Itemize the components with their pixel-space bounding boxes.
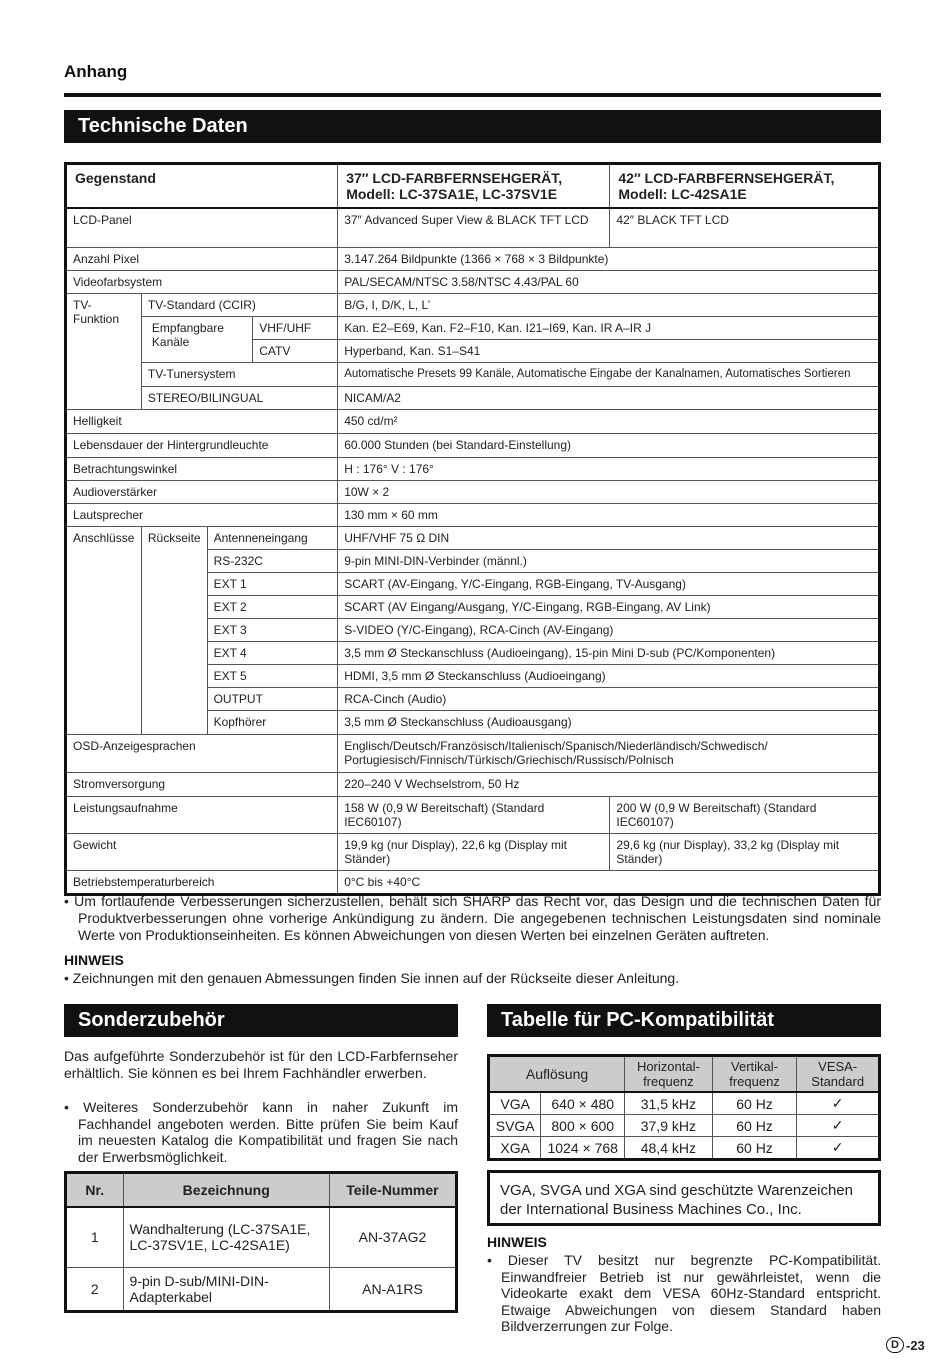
page-number — [886, 1337, 925, 1353]
cell: XGA — [489, 1137, 541, 1160]
row-label: RS-232C — [207, 549, 338, 572]
accessories-intro: Das aufgeführte Sonderzubehör ist für den LCD-Farbfernseher erhältlich. Sie können es bei Ihrem Fachhändler erwerben. — [64, 1048, 458, 1081]
table-row — [489, 1056, 880, 1093]
row-label: CATV — [253, 339, 338, 362]
cell: SCART (AV-Eingang, Y/C-Eingang, RGB-Eingang, TV-Ausgang) — [338, 572, 880, 595]
header-rule — [64, 93, 881, 97]
cell: 1 — [66, 1207, 124, 1267]
cell: SCART (AV Eingang/Ausgang, Y/C-Eingang, RGB-Eingang, AV Link) — [338, 595, 880, 618]
header-item: Gegenstand — [66, 164, 338, 209]
header-res: Auflösung — [489, 1056, 625, 1093]
row-label: EXT 4 — [207, 641, 338, 664]
row-label: Helligkeit — [66, 409, 338, 433]
row-label: Kopfhörer — [207, 710, 338, 734]
cell: 3,5 mm Ø Steckanschluss (Audioausgang) — [338, 710, 880, 734]
row-label: OUTPUT — [207, 687, 338, 710]
cell: Kan. E2–E69, Kan. F2–F10, Kan. I21–I69, Kan. IR A–IR J — [338, 316, 880, 339]
cell: 220–240 V Wechselstrom, 50 Hz — [338, 772, 880, 796]
row-label: Audioverstärker — [66, 480, 338, 503]
row-label: Rückseite — [141, 526, 207, 734]
hinweis-text: • Zeichnungen mit den genauen Abmessungen finden Sie innen auf der Rückseite dieser Anleitung. — [64, 970, 680, 986]
cell: RCA-Cinch (Audio) — [338, 687, 880, 710]
cell: 200 W (0,9 W Bereitschaft) (Standard IEC60107) — [610, 796, 880, 833]
cell: 60 Hz — [712, 1092, 797, 1115]
cell: 31,5 kHz — [625, 1092, 713, 1115]
language-badge: D — [886, 1337, 904, 1353]
pc-title: Tabelle für PC-Kompatibilität — [487, 1004, 881, 1037]
table-row — [66, 386, 880, 409]
table-row — [66, 796, 880, 833]
header-part: Teile-Nummer — [329, 1173, 456, 1208]
cell: Englisch/Deutsch/Französisch/Italienisch/Spanisch/Niederländisch/Schwedisch/ Portugiesisch/Finnisch/Türkisch/Griechisch/Russisch/Polnisch — [338, 734, 880, 772]
row-label: VHF/UHF — [253, 316, 338, 339]
row-label: Gewicht — [66, 833, 338, 870]
row-label: LCD-Panel — [66, 208, 338, 247]
cell: 450 cd/m² — [338, 409, 880, 433]
header-nr: Nr. — [66, 1173, 124, 1208]
cell: 48,4 kHz — [625, 1137, 713, 1160]
cell: 0°C bis +40°C — [338, 870, 880, 894]
row-label: Stromversorgung — [66, 772, 338, 796]
row-label: TV-Standard (CCIR) — [141, 293, 337, 316]
cell: 19,9 kg (nur Display), 22,6 kg (Display mit Ständer) — [338, 833, 610, 870]
cell: PAL/SECAM/NTSC 3.58/NTSC 4.43/PAL 60 — [338, 270, 880, 293]
header-vf: Vertikal-frequenz — [712, 1056, 797, 1093]
accessories-note: • Weiteres Sonderzubehör kann in naher Zukunft im Fachhandel angeboten werden. Bitte prüfen Sie beim Kauf im neuesten Katalog die Kompatibilität und fragen Sie nach der Erwerbsmöglichkeit. — [64, 1099, 458, 1165]
header-37: 37″ LCD-FARBFERNSEHGERÄT, Modell: LC-37SA1E, LC-37SV1E — [338, 164, 610, 209]
table-row — [66, 772, 880, 796]
cell: VGA — [489, 1092, 541, 1115]
cell: 10W × 2 — [338, 480, 880, 503]
row-label: Lebensdauer der Hintergrundleuchte — [66, 433, 338, 457]
trademark-box: VGA, SVGA und XGA sind geschützte Warenzeichen der International Business Machines Co., Inc. — [487, 1170, 881, 1226]
cell: 3,5 mm Ø Steckanschluss (Audioeingang), 15-pin Mini D-sub (PC/Komponenten) — [338, 641, 880, 664]
table-row — [66, 870, 880, 894]
cell: Automatische Presets 99 Kanäle, Automatische Eingabe der Kanalnamen, Automatisches Sortieren — [338, 362, 880, 386]
cell: 37,9 kHz — [625, 1115, 713, 1137]
cell: NICAM/A2 — [338, 386, 880, 409]
cell: B/G, I, D/K, L, L’ — [338, 293, 880, 316]
row-label: TV-Funktion — [66, 293, 142, 409]
row-label: Empfangbare Kanäle — [141, 316, 252, 362]
notice-text: • Um fortlaufende Verbesserungen sicherzustellen, behält sich SHARP das Recht vor, das Design und die technischen Daten für Produktverbesserungen ohne vorherige Ankündigung zu ändern. Die angegebenen technischen Leistungsdaten sind nominale Werte von Produktionseinheiten. Es können Abweichungen von diesen Werten bei einzelnen Geräten auftreten. — [64, 893, 881, 943]
header-hf: Horizontal-frequenz — [625, 1056, 713, 1093]
specs-title: Technische Daten — [64, 110, 881, 143]
row-label: Videofarbsystem — [66, 270, 338, 293]
table-row — [66, 1267, 457, 1311]
header-name: Bezeichnung — [123, 1173, 329, 1208]
accessories-table — [64, 1171, 458, 1313]
row-label: TV-Tunersystem — [141, 362, 337, 386]
cell: SVGA — [489, 1115, 541, 1137]
cell: UHF/VHF 75 Ω DIN — [338, 526, 880, 549]
check-icon: ✓ — [797, 1137, 880, 1160]
cell: 3.147.264 Bildpunkte (1366 × 768 × 3 Bildpunkte) — [338, 247, 880, 270]
table-row — [66, 316, 880, 339]
cell: 2 — [66, 1267, 124, 1311]
table-row — [489, 1115, 880, 1137]
row-label: Betriebstemperaturbereich — [66, 870, 338, 894]
row-label: EXT 1 — [207, 572, 338, 595]
table-row — [489, 1092, 880, 1115]
cell: Hyperband, Kan. S1–S41 — [338, 339, 880, 362]
row-label: Anschlüsse — [66, 526, 142, 734]
check-icon: ✓ — [797, 1115, 880, 1137]
cell: 9-pin MINI-DIN-Verbinder (männl.) — [338, 549, 880, 572]
cell: HDMI, 3,5 mm Ø Steckanschluss (Audioeingang) — [338, 664, 880, 687]
cell: 60.000 Stunden (bei Standard-Einstellung) — [338, 433, 880, 457]
cell: 29,6 kg (nur Display), 33,2 kg (Display mit Ständer) — [610, 833, 880, 870]
row-label: Antenneneingang — [207, 526, 338, 549]
table-row — [66, 362, 880, 386]
table-row — [66, 833, 880, 870]
page-number-text: -23 — [906, 1337, 925, 1353]
table-row — [489, 1137, 880, 1160]
cell: 60 Hz — [712, 1137, 797, 1160]
header-vesa: VESA-Standard — [797, 1056, 880, 1093]
table-row — [66, 293, 880, 316]
cell: S-VIDEO (Y/C-Eingang), RCA-Cinch (AV-Eingang) — [338, 618, 880, 641]
cell: 9-pin D-sub/MINI-DIN-Adapterkabel — [123, 1267, 329, 1311]
table-row — [66, 503, 880, 526]
row-label: EXT 2 — [207, 595, 338, 618]
table-row — [66, 480, 880, 503]
accessories-title: Sonderzubehör — [64, 1004, 458, 1037]
cell: 130 mm × 60 mm — [338, 503, 880, 526]
cell: 42″ BLACK TFT LCD — [610, 208, 880, 247]
row-label: Lautsprecher — [66, 503, 338, 526]
cell: 1024 × 768 — [541, 1137, 625, 1160]
spec-table — [64, 162, 881, 896]
header-42: 42″ LCD-FARBFERNSEHGERÄT, Modell: LC-42SA1E — [610, 164, 880, 209]
hinweis-heading: HINWEIS — [64, 952, 124, 968]
row-label: Betrachtungswinkel — [66, 457, 338, 480]
pc-table — [487, 1054, 881, 1161]
row-label: OSD-Anzeigesprachen — [66, 734, 338, 772]
table-row — [66, 247, 880, 270]
table-row — [66, 1207, 457, 1267]
pc-hinweis-text: • Dieser TV besitzt nur begrenzte PC-Kompatibilität. Einwandfreier Betrieb ist nur gewährleistet, wenn die Videokarte exakt dem VESA 60Hz-Standard entspricht. Etwaige Abweichungen von diesem Standard haben Bildverzerrungen zur Folge. — [487, 1252, 881, 1334]
row-label: Anzahl Pixel — [66, 247, 338, 270]
cell: 640 × 480 — [541, 1092, 625, 1115]
cell: 800 × 600 — [541, 1115, 625, 1137]
cell: AN-37AG2 — [329, 1207, 456, 1267]
table-row — [66, 526, 880, 549]
cell: Wandhalterung (LC-37SA1E, LC-37SV1E, LC-42SA1E) — [123, 1207, 329, 1267]
section-label: Anhang — [64, 62, 128, 81]
table-row — [66, 457, 880, 480]
cell: AN-A1RS — [329, 1267, 456, 1311]
row-label: Leistungsaufnahme — [66, 796, 338, 833]
table-row — [66, 734, 880, 772]
pc-hinweis-heading: HINWEIS — [487, 1234, 547, 1250]
row-label: EXT 5 — [207, 664, 338, 687]
cell: H : 176° V : 176° — [338, 457, 880, 480]
row-label: EXT 3 — [207, 618, 338, 641]
row-label: STEREO/BILINGUAL — [141, 386, 337, 409]
table-row — [66, 270, 880, 293]
table-row — [66, 433, 880, 457]
cell: 158 W (0,9 W Bereitschaft) (Standard IEC60107) — [338, 796, 610, 833]
table-row — [66, 164, 880, 209]
table-row — [66, 409, 880, 433]
table-row — [66, 208, 880, 247]
table-row — [66, 1173, 457, 1208]
cell: 37″ Advanced Super View & BLACK TFT LCD — [338, 208, 610, 247]
check-icon: ✓ — [797, 1092, 880, 1115]
cell: 60 Hz — [712, 1115, 797, 1137]
